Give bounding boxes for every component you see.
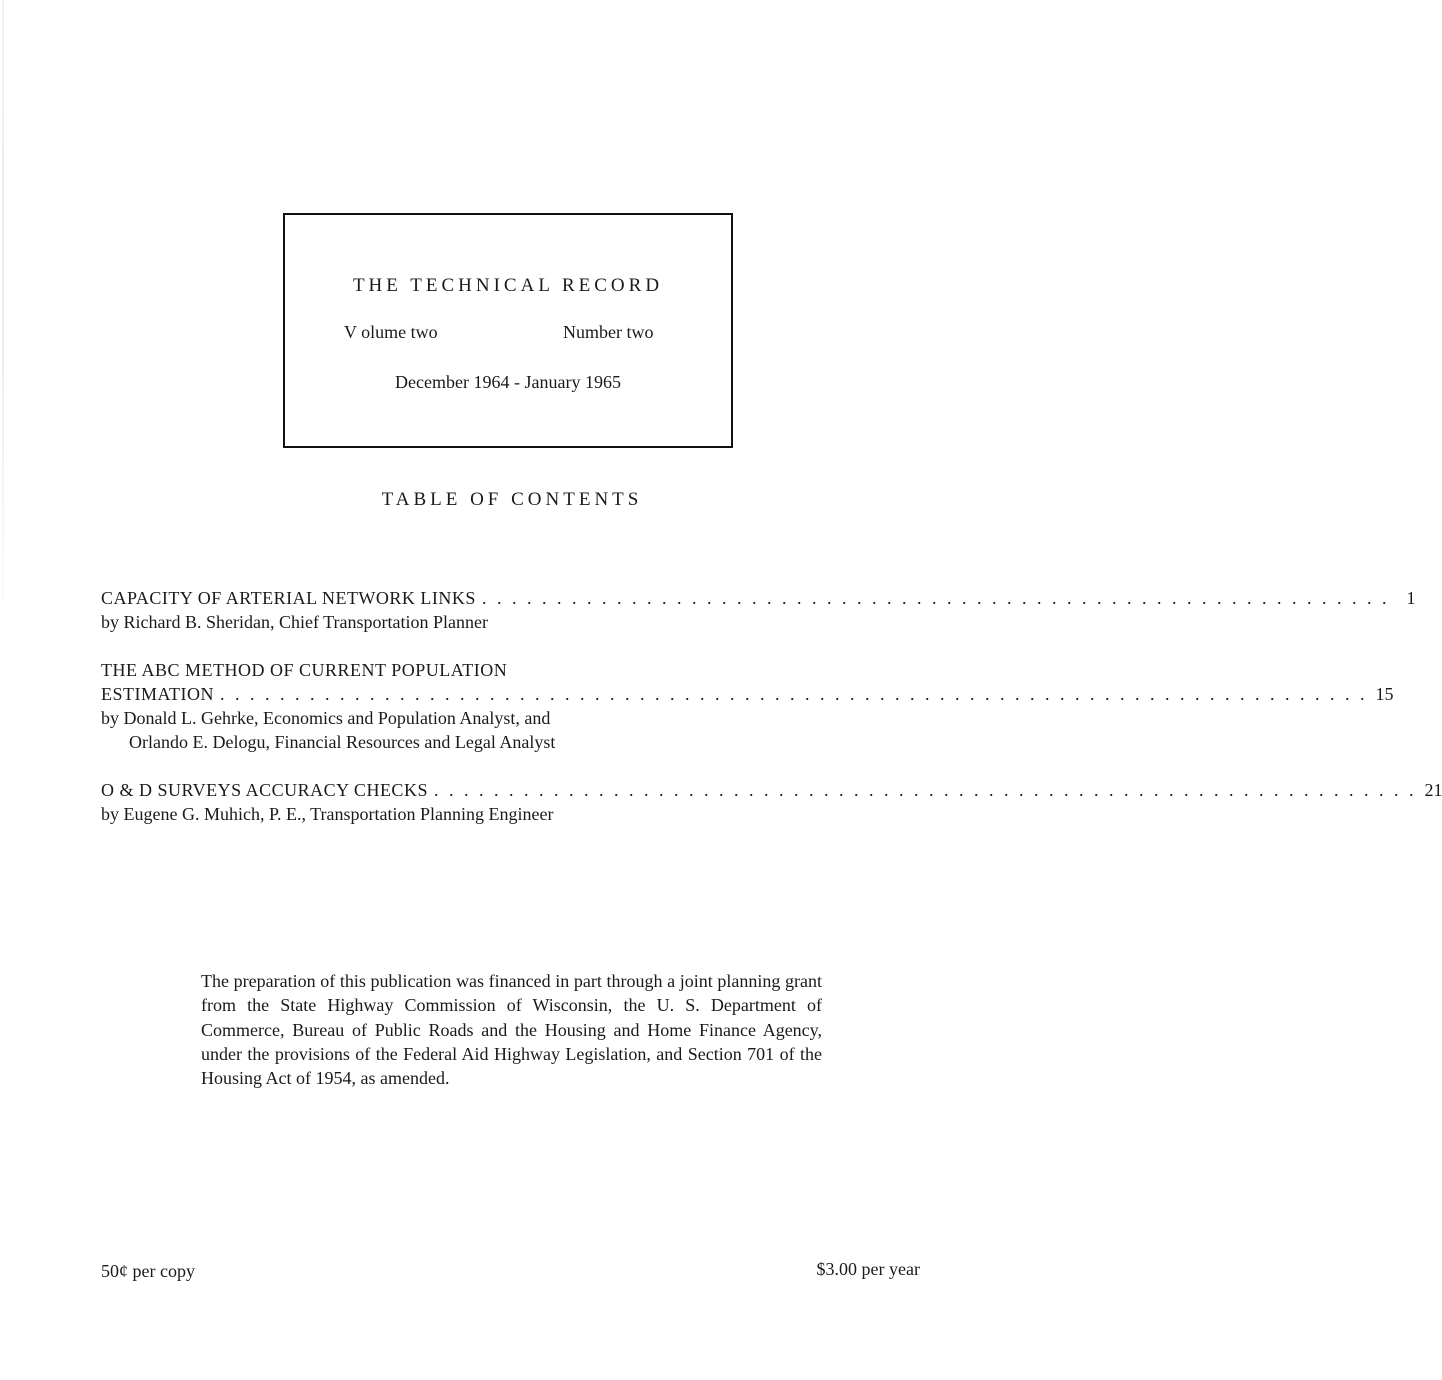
toc-entry bbox=[101, 778, 1442, 826]
toc-page-number: 1 bbox=[1406, 588, 1416, 608]
toc-entry-title: O & D SURVEYS ACCURACY CHECKS bbox=[101, 780, 428, 800]
publication-title: THE TECHNICAL RECORD bbox=[352, 275, 664, 296]
toc-entry-author: by Eugene G. Muhich, P. E., Transportation Planning Engineer bbox=[101, 804, 554, 824]
toc-entry-author-continued: Orlando E. Delogu, Financial Resources and Legal Analyst bbox=[129, 732, 556, 752]
toc-entry bbox=[101, 658, 1394, 754]
funding-note: The preparation of this publication was financed in part through a joint planning grant from the State Highway Commission of Wisconsin, the U. S. Department of Commerce, Bureau of Public Roads and the Housing and Home Finance Agency, under the provisions of the Federal Aid Highway Legislation, and Section 701 of the Housing Act of 1954, as amended. bbox=[201, 971, 822, 1089]
number-label: Number two bbox=[563, 322, 654, 342]
toc-entry-author: by Richard B. Sheridan, Chief Transportation Planner bbox=[101, 612, 488, 632]
toc-entry-title: CAPACITY OF ARTERIAL NETWORK LINKS bbox=[101, 588, 476, 608]
toc-entry-author: by Donald L. Gehrke, Economics and Population Analyst, and bbox=[101, 708, 551, 728]
toc-entry-title: THE ABC METHOD OF CURRENT POPULATION bbox=[101, 660, 508, 680]
publication-title-box bbox=[283, 213, 733, 448]
leader-dots: . . . . . . . . . . . . . . . . . . . . . . . . . . . . . . . . . . . . . . . . . . . . . . . . . . . . . . . . . . . . . bbox=[481, 588, 1390, 608]
toc-page-number: 15 bbox=[1375, 684, 1394, 704]
issue-date: December 1964 - January 1965 bbox=[395, 372, 621, 392]
toc-title-line bbox=[101, 682, 1394, 706]
leader-dots: . . . . . . . . . . . . . . . . . . . . . . . . . . . . . . . . . . . . . . . . . . . . . . . . . . . . . . . . . . . . . . . . . . . . . . . . . . . . . bbox=[220, 684, 1368, 704]
table-of-contents bbox=[101, 586, 1442, 850]
toc-page-number: 21 bbox=[1424, 780, 1442, 800]
toc-heading: TABLE OF CONTENTS bbox=[381, 489, 643, 510]
volume-label: V olume two bbox=[344, 322, 438, 342]
price-per-year: $3.00 per year bbox=[816, 1259, 920, 1279]
price-per-copy: 50¢ per copy bbox=[101, 1261, 195, 1281]
toc-entry bbox=[101, 586, 1416, 634]
toc-entry-title-continued: ESTIMATION bbox=[101, 684, 214, 704]
toc-title-line bbox=[101, 778, 1442, 802]
toc-title-line bbox=[101, 586, 1416, 610]
leader-dots: . . . . . . . . . . . . . . . . . . . . . . . . . . . . . . . . . . . . . . . . . . . . . . . . . . . . . . . . . . . . . . . . . . bbox=[433, 780, 1417, 800]
